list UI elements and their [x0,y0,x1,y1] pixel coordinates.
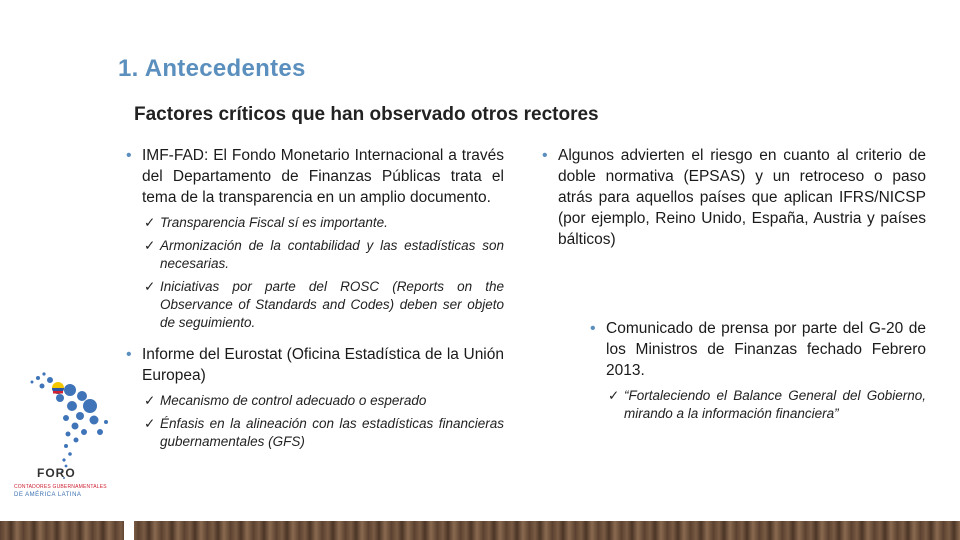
check-item: ✓ Armonización de la contabilidad y las estadísticas son necesarias. [144,238,504,271]
logo-subtitle-2: DE AMÉRICA LATINA [14,492,82,498]
logo-name: FORO [37,466,76,480]
check-icon: ✓ [144,279,156,294]
check-icon: ✓ [144,416,156,431]
check-icon: ✓ [608,388,620,403]
bullet-eurostat: • Informe del Eurostat (Oficina Estadística de la Unión Europea) [124,344,504,386]
left-column [124,145,504,463]
bullet-imf: • IMF-FAD: El Fondo Monetario Internacional a través del Departamento de Finanzas Públicas trata el tema de la transparencia en un amplio documento. [124,145,504,208]
check-icon: ✓ [144,238,156,253]
bottom-band-gap [124,521,134,540]
bullet-g20: • Comunicado de prensa por parte del G-20 de los Ministros de Finanzas fechado Febrero 2013. [588,318,926,381]
check-item: ✓ Iniciativas por parte del ROSC (Reports on the Observance of Standards and Codes) deben ser objeto de seguimiento. [144,279,504,330]
check-item: ✓ Transparencia Fiscal sí es importante. [144,215,388,230]
slide-title: 1. Antecedentes [118,55,306,82]
checklist-imf [144,214,504,332]
bottom-texture-band [0,521,960,540]
check-item: ✓ Énfasis en la alineación con las estadísticas financieras gubernamentales (GFS) [144,416,504,449]
checklist-eurostat [144,392,504,451]
check-item: ✓ Mecanismo de control adecuado o esperado [144,393,427,408]
check-icon: ✓ [144,215,156,230]
right-column-lower [588,318,926,435]
checklist-g20 [608,387,926,423]
bullet-epsas: • Algunos advierten el riesgo en cuanto al criterio de doble normativa (EPSAS) y un retroceso o paso atrás para aquellos países que aplican IFRS/NICSP (por ejemplo, Reino Unido, España, Austria y países bálticos) [540,145,926,250]
check-icon: ✓ [144,393,156,408]
check-item: ✓ “Fortaleciendo el Balance General del Gobierno, mirando a la información financiera” [608,388,926,421]
right-column [540,145,926,256]
slide-subtitle: Factores críticos que han observado otros rectores [134,104,599,125]
logo-subtitle-1: CONTADORES GUBERNAMENTALES [14,484,107,490]
